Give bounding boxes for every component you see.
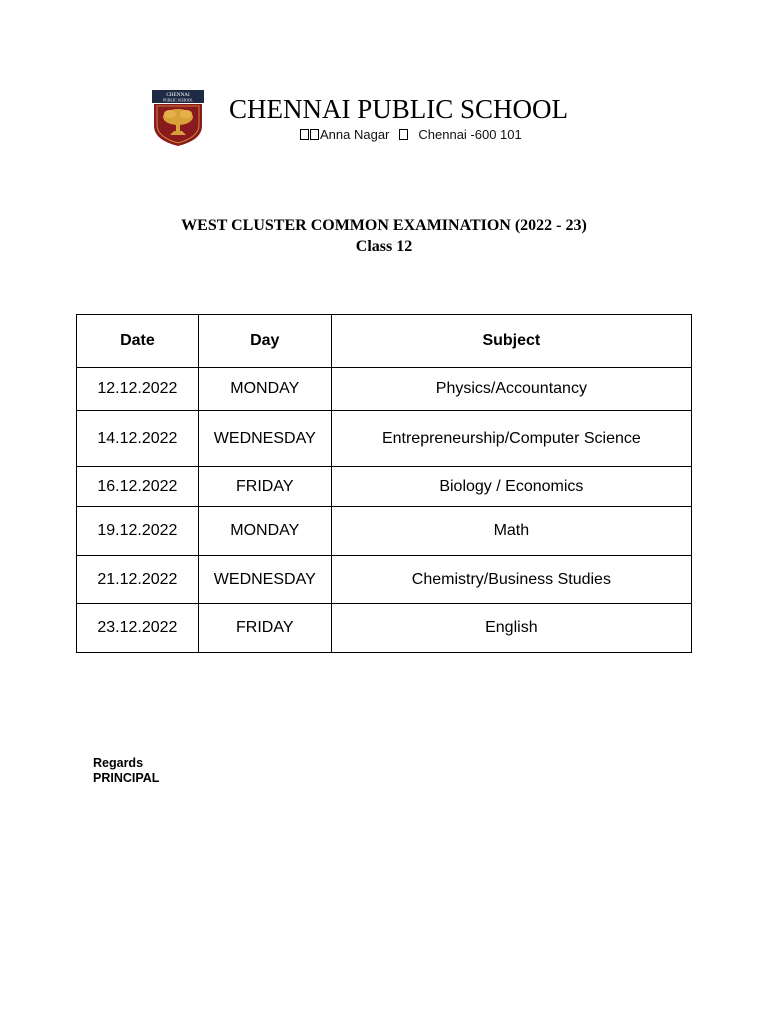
location-icon <box>310 129 319 140</box>
class-title: Class 12 <box>355 238 413 255</box>
cell-date: 19.12.2022 <box>77 507 199 556</box>
logo-text-top: CHENNAI <box>166 92 190 98</box>
cell-subject: Chemistry/Business Studies <box>331 556 691 604</box>
school-crest-logo <box>152 90 204 146</box>
table-row <box>77 467 692 507</box>
school-name: CHENNAI PUBLIC SCHOOL <box>229 94 569 124</box>
table-row <box>77 507 692 556</box>
cell-day: WEDNESDAY <box>198 556 331 604</box>
separator-icon <box>399 129 408 140</box>
cell-subject: Math <box>331 507 691 556</box>
cell-date: 21.12.2022 <box>77 556 199 604</box>
cell-date: 14.12.2022 <box>77 411 199 467</box>
cell-date: 23.12.2022 <box>77 604 199 653</box>
cell-subject: Biology / Economics <box>331 467 691 507</box>
exam-schedule-table <box>76 314 692 653</box>
table-row <box>77 368 692 411</box>
header-subject: Subject <box>331 315 691 368</box>
cell-date: 12.12.2022 <box>77 368 199 411</box>
table-row <box>77 411 692 467</box>
cell-subject: English <box>331 604 691 653</box>
address-city: Chennai -600 101 <box>418 127 522 142</box>
header-day: Day <box>198 315 331 368</box>
cell-day: WEDNESDAY <box>198 411 331 467</box>
principal-signature: PRINCIPAL <box>93 771 160 785</box>
table-header-row <box>77 315 692 368</box>
regards-text: Regards <box>93 756 144 770</box>
school-address <box>300 127 522 143</box>
table-row <box>77 556 692 604</box>
location-icon <box>300 129 309 140</box>
cell-day: FRIDAY <box>198 604 331 653</box>
cell-subject: Physics/Accountancy <box>331 368 691 411</box>
cell-subject: Entrepreneurship/Computer Science <box>331 411 691 467</box>
table-row <box>77 604 692 653</box>
cell-date: 16.12.2022 <box>77 467 199 507</box>
logo-text-bottom: PUBLIC SCHOOL <box>163 98 193 103</box>
exam-title: WEST CLUSTER COMMON EXAMINATION (2022 - 23) <box>181 217 587 234</box>
header-date: Date <box>77 315 199 368</box>
cell-day: MONDAY <box>198 507 331 556</box>
cell-day: FRIDAY <box>198 467 331 507</box>
cell-day: MONDAY <box>198 368 331 411</box>
address-area: Anna Nagar <box>320 127 390 142</box>
